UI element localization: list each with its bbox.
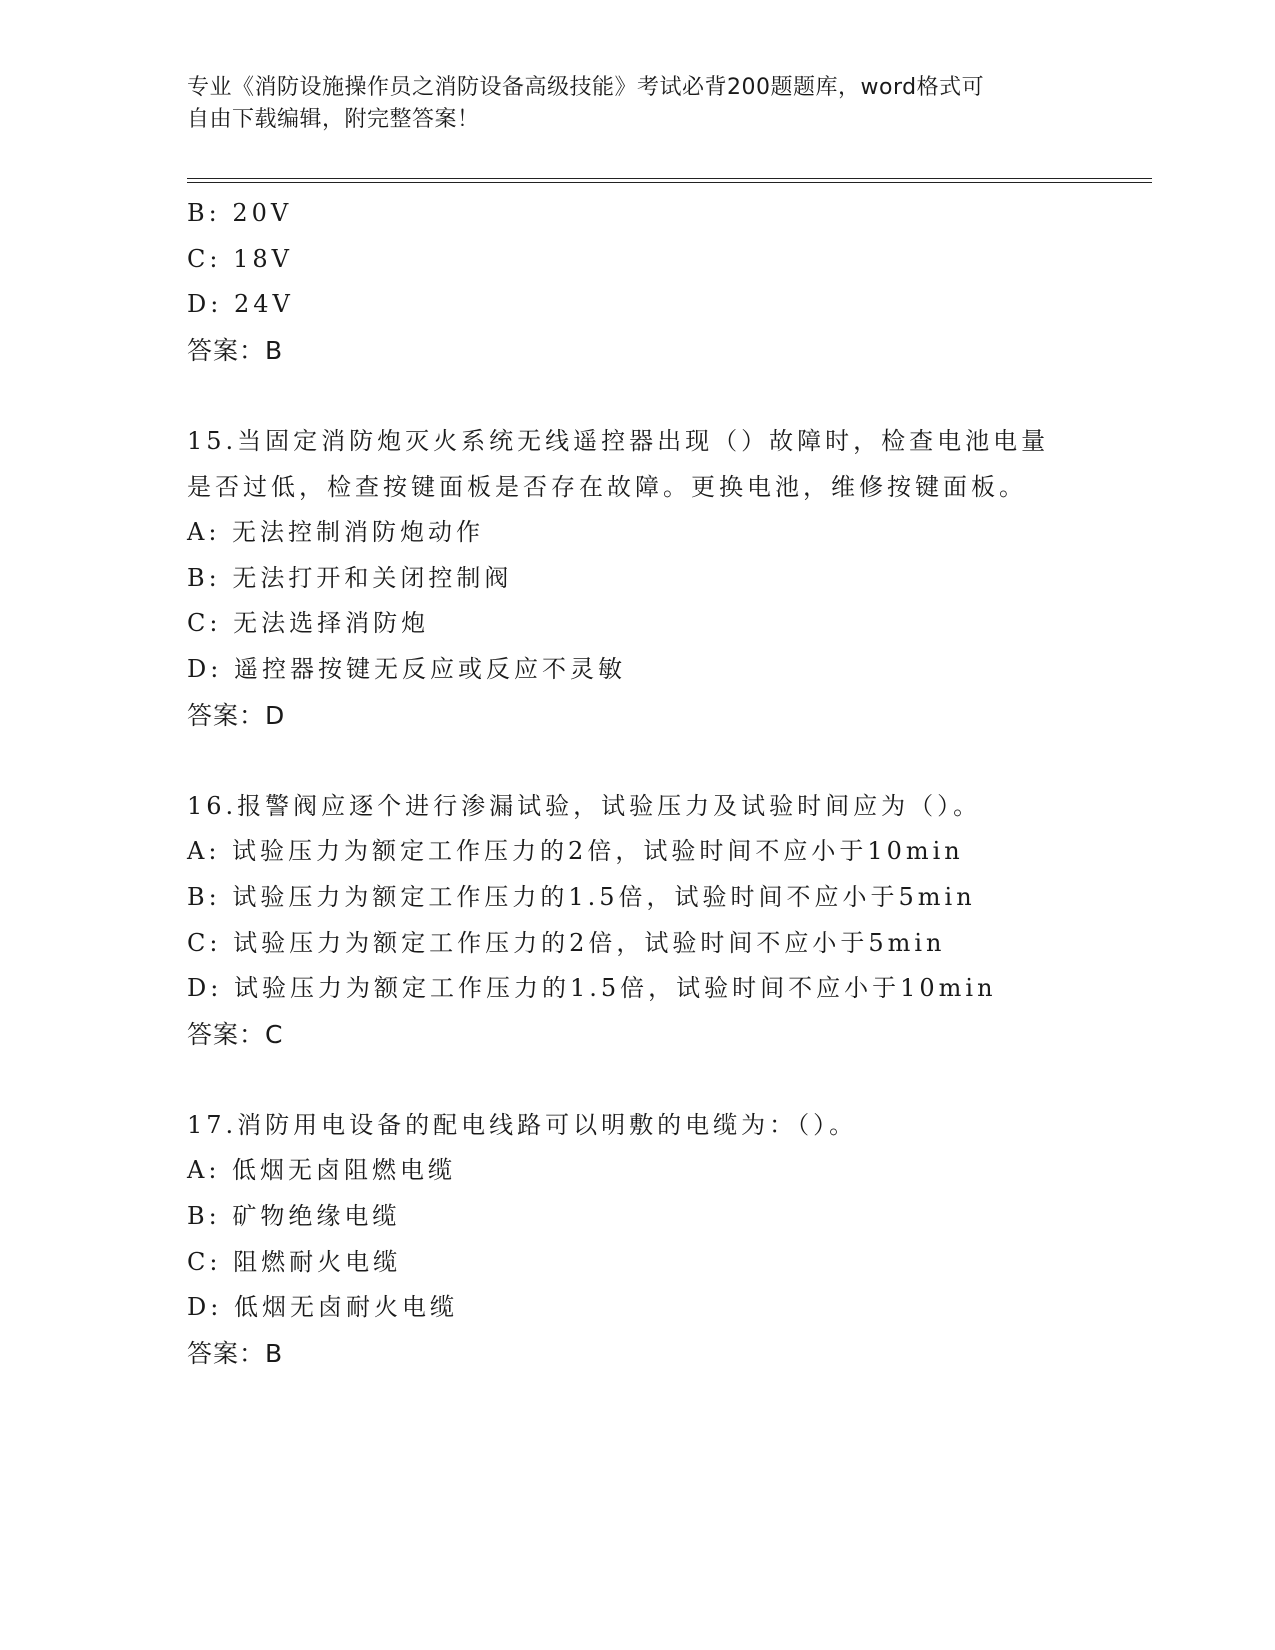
question-15: [187, 419, 1087, 738]
question-stem-line: 16.报警阀应逐个进行渗漏试验，试验压力及试验时间应为（）。: [187, 791, 982, 820]
option-d: D: 试验压力为额定工作压力的1.5倍，试验时间不应小于10min: [187, 974, 997, 1003]
question-14-continued: [187, 191, 1087, 373]
option-d: D: 遥控器按键无反应或反应不灵敏: [187, 654, 626, 683]
question-list: [187, 191, 1087, 1376]
answer-line: 答案：B: [187, 335, 284, 365]
question-16: [187, 784, 1087, 1058]
option-b: B: 20V: [187, 199, 293, 227]
spacer: [187, 1057, 1087, 1103]
option-d: D: 24V: [187, 290, 294, 319]
option-b: B: 无法打开和关闭控制阀: [187, 563, 513, 592]
page-header: [187, 72, 1087, 136]
option-a: A: 无法控制消防炮动作: [187, 518, 485, 547]
spacer: [187, 373, 1087, 419]
option-d: D: 低烟无卤耐火电缆: [187, 1293, 458, 1322]
spacer: [187, 738, 1087, 784]
question-stem-line: 是否过低，检查按键面板是否存在故障。更换电池，维修按键面板。: [187, 472, 1027, 501]
option-c: C: 无法选择消防炮: [187, 609, 430, 638]
option-a: A: 低烟无卤阻燃电缆: [187, 1156, 457, 1185]
option-c: C: 试验压力为额定工作压力的2倍，试验时间不应小于5min: [187, 928, 946, 957]
answer-line: 答案：B: [187, 1338, 284, 1368]
header-title-line-1: 专业《消防设施操作员之消防设备高级技能》考试必背200题题库，word格式可: [187, 75, 985, 100]
question-stem-line: 15.当固定消防炮灭火系统无线遥控器出现（）故障时，检查电池电量: [187, 426, 1050, 455]
question-17: [187, 1103, 1087, 1377]
answer-line: 答案：C: [187, 1019, 284, 1049]
option-c: C: 18V: [187, 244, 293, 273]
option-b: B: 矿物绝缘电缆: [187, 1202, 401, 1231]
header-title-line-2: 自由下载编辑，附完整答案！: [187, 107, 480, 132]
question-stem-line: 17.消防用电设备的配电线路可以明敷的电缆为：（）。: [187, 1110, 858, 1139]
header-divider: [187, 178, 1152, 183]
option-c: C: 阻燃耐火电缆: [187, 1247, 402, 1276]
answer-line: 答案：D: [187, 700, 286, 730]
option-a: A: 试验压力为额定工作压力的2倍，试验时间不应小于10min: [187, 837, 964, 866]
option-b: B: 试验压力为额定工作压力的1.5倍，试验时间不应小于5min: [187, 882, 976, 911]
